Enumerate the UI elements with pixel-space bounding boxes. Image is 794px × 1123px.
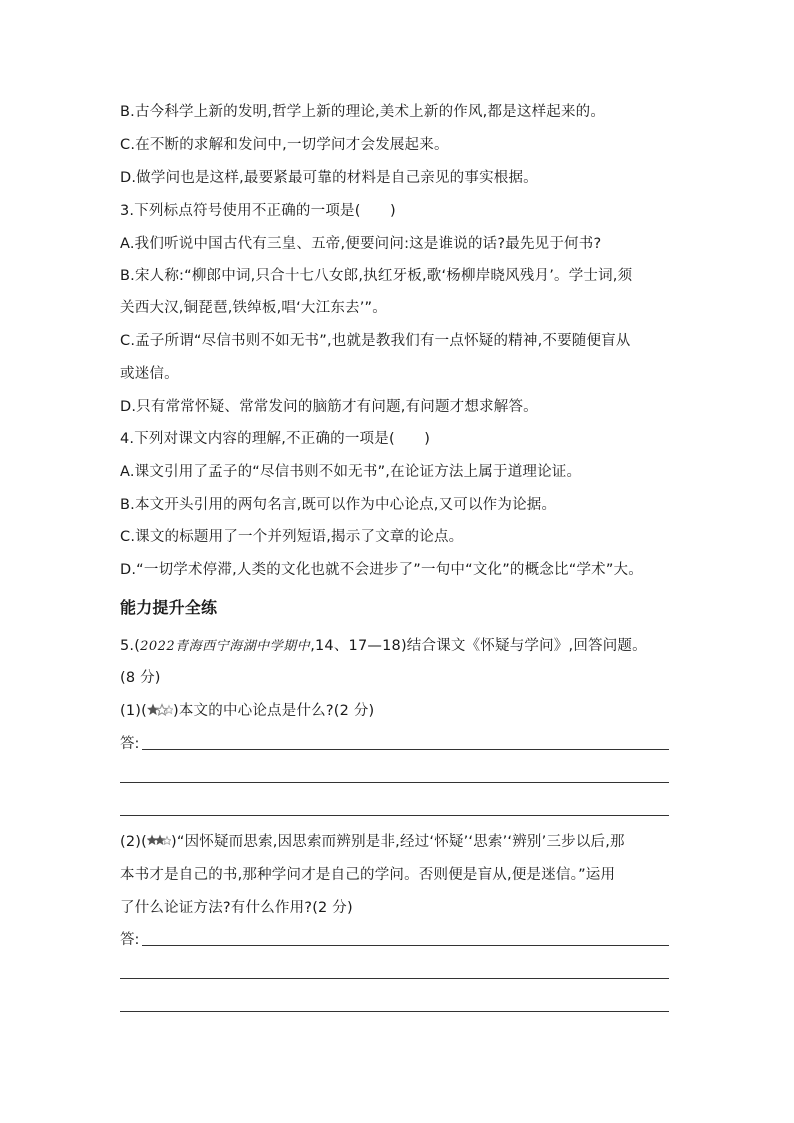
answer-line-1a[interactable] — [142, 749, 669, 750]
q4-option-c: C.课文的标题用了一个并列短语,揭示了文章的论点。 — [120, 529, 464, 545]
answer-line-1c[interactable] — [120, 815, 669, 816]
q4-option-a: A.课文引用了孟子的“尽信书则不如无书”,在论证方法上属于道理论证。 — [120, 464, 582, 480]
q3-option-c-line2: 或迷信。 — [120, 366, 179, 382]
q2-option-c: C.在不断的求解和发问中,一切学问才会发展起来。 — [120, 137, 449, 153]
q4-option-d: D.“一切学术停滞,人类的文化也就不会进步了”一句中“文化”的概念比“学术”大。 — [120, 562, 643, 578]
q5-sub1-text: )本文的中心论点是什么?(2 分) — [173, 703, 375, 719]
answer-label-1: 答: — [120, 736, 140, 752]
answer-line-2b[interactable] — [120, 978, 669, 979]
q3-stem: 3.下列标点符号使用不正确的一项是( ) — [120, 203, 396, 219]
difficulty-stars-icon — [147, 703, 173, 723]
q5-sub1-prefix: (1)( — [120, 703, 147, 719]
q5-sub2-prefix: (2)( — [120, 834, 147, 850]
q5-sub2-line1 — [120, 832, 625, 854]
section-title: 能力提升全练 — [120, 598, 218, 617]
q5-stem — [120, 636, 647, 657]
q3-option-a: A.我们听说中国古代有三皇、五帝,便要问问:这是谁说的话?最先见于何书? — [120, 236, 602, 252]
q4-stem: 4.下列对课文内容的理解,不正确的一项是( ) — [120, 431, 431, 447]
q5-sub2-text-1: )“因怀疑而思索,因思索而辨别是非,经过‘怀疑’‘思索’‘辨别’三步以后,那 — [171, 834, 625, 850]
q3-option-c-line1: C.孟子所谓“尽信书则不如无书”,也就是教我们有一点怀疑的精神,不要随便盲从 — [120, 333, 631, 349]
q2-option-b: B.古今科学上新的发明,哲学上新的理论,美术上新的作风,都是这样起来的。 — [120, 104, 606, 120]
q3-option-b-line1: B.宋人称:“柳郎中词,只合十七八女郎,执红牙板,歌‘杨柳岸晓风残月’。学士词,须 — [120, 268, 633, 284]
q5-sub1 — [120, 701, 374, 723]
q5-suffix: ,14、17—18)结合课文《怀疑与学问》,回答问题。 — [310, 638, 647, 654]
q5-source: 2022青海西宁海湖中学期中 — [140, 639, 311, 654]
q5-prefix: 5.( — [120, 638, 141, 654]
q5-sub2-line2: 本书才是自己的书,那种学问才是自己的学问。否则便是盲从,便是迷信。”运用 — [120, 867, 616, 883]
q4-option-b: B.本文开头引用的两句名言,既可以作为中心论点,又可以作为论据。 — [120, 497, 557, 513]
answer-line-2c[interactable] — [120, 1011, 669, 1012]
answer-line-2a[interactable] — [142, 945, 669, 946]
answer-line-1b[interactable] — [120, 782, 669, 783]
q3-option-d: D.只有常常怀疑、常常发问的脑筋才有问题,有问题才想求解答。 — [120, 399, 538, 415]
answer-label-2: 答: — [120, 932, 140, 948]
difficulty-stars-icon — [147, 834, 171, 854]
q2-option-d: D.做学问也是这样,最要紧最可靠的材料是自己亲见的事实根据。 — [120, 170, 538, 186]
q5-score: (8 分) — [120, 670, 161, 686]
q3-option-b-line2: 关西大汉,铜琵琶,铁绰板,唱‘大江东去’”。 — [120, 300, 387, 316]
q5-sub2-line3: 了什么论证方法?有什么作用?(2 分) — [120, 900, 353, 916]
